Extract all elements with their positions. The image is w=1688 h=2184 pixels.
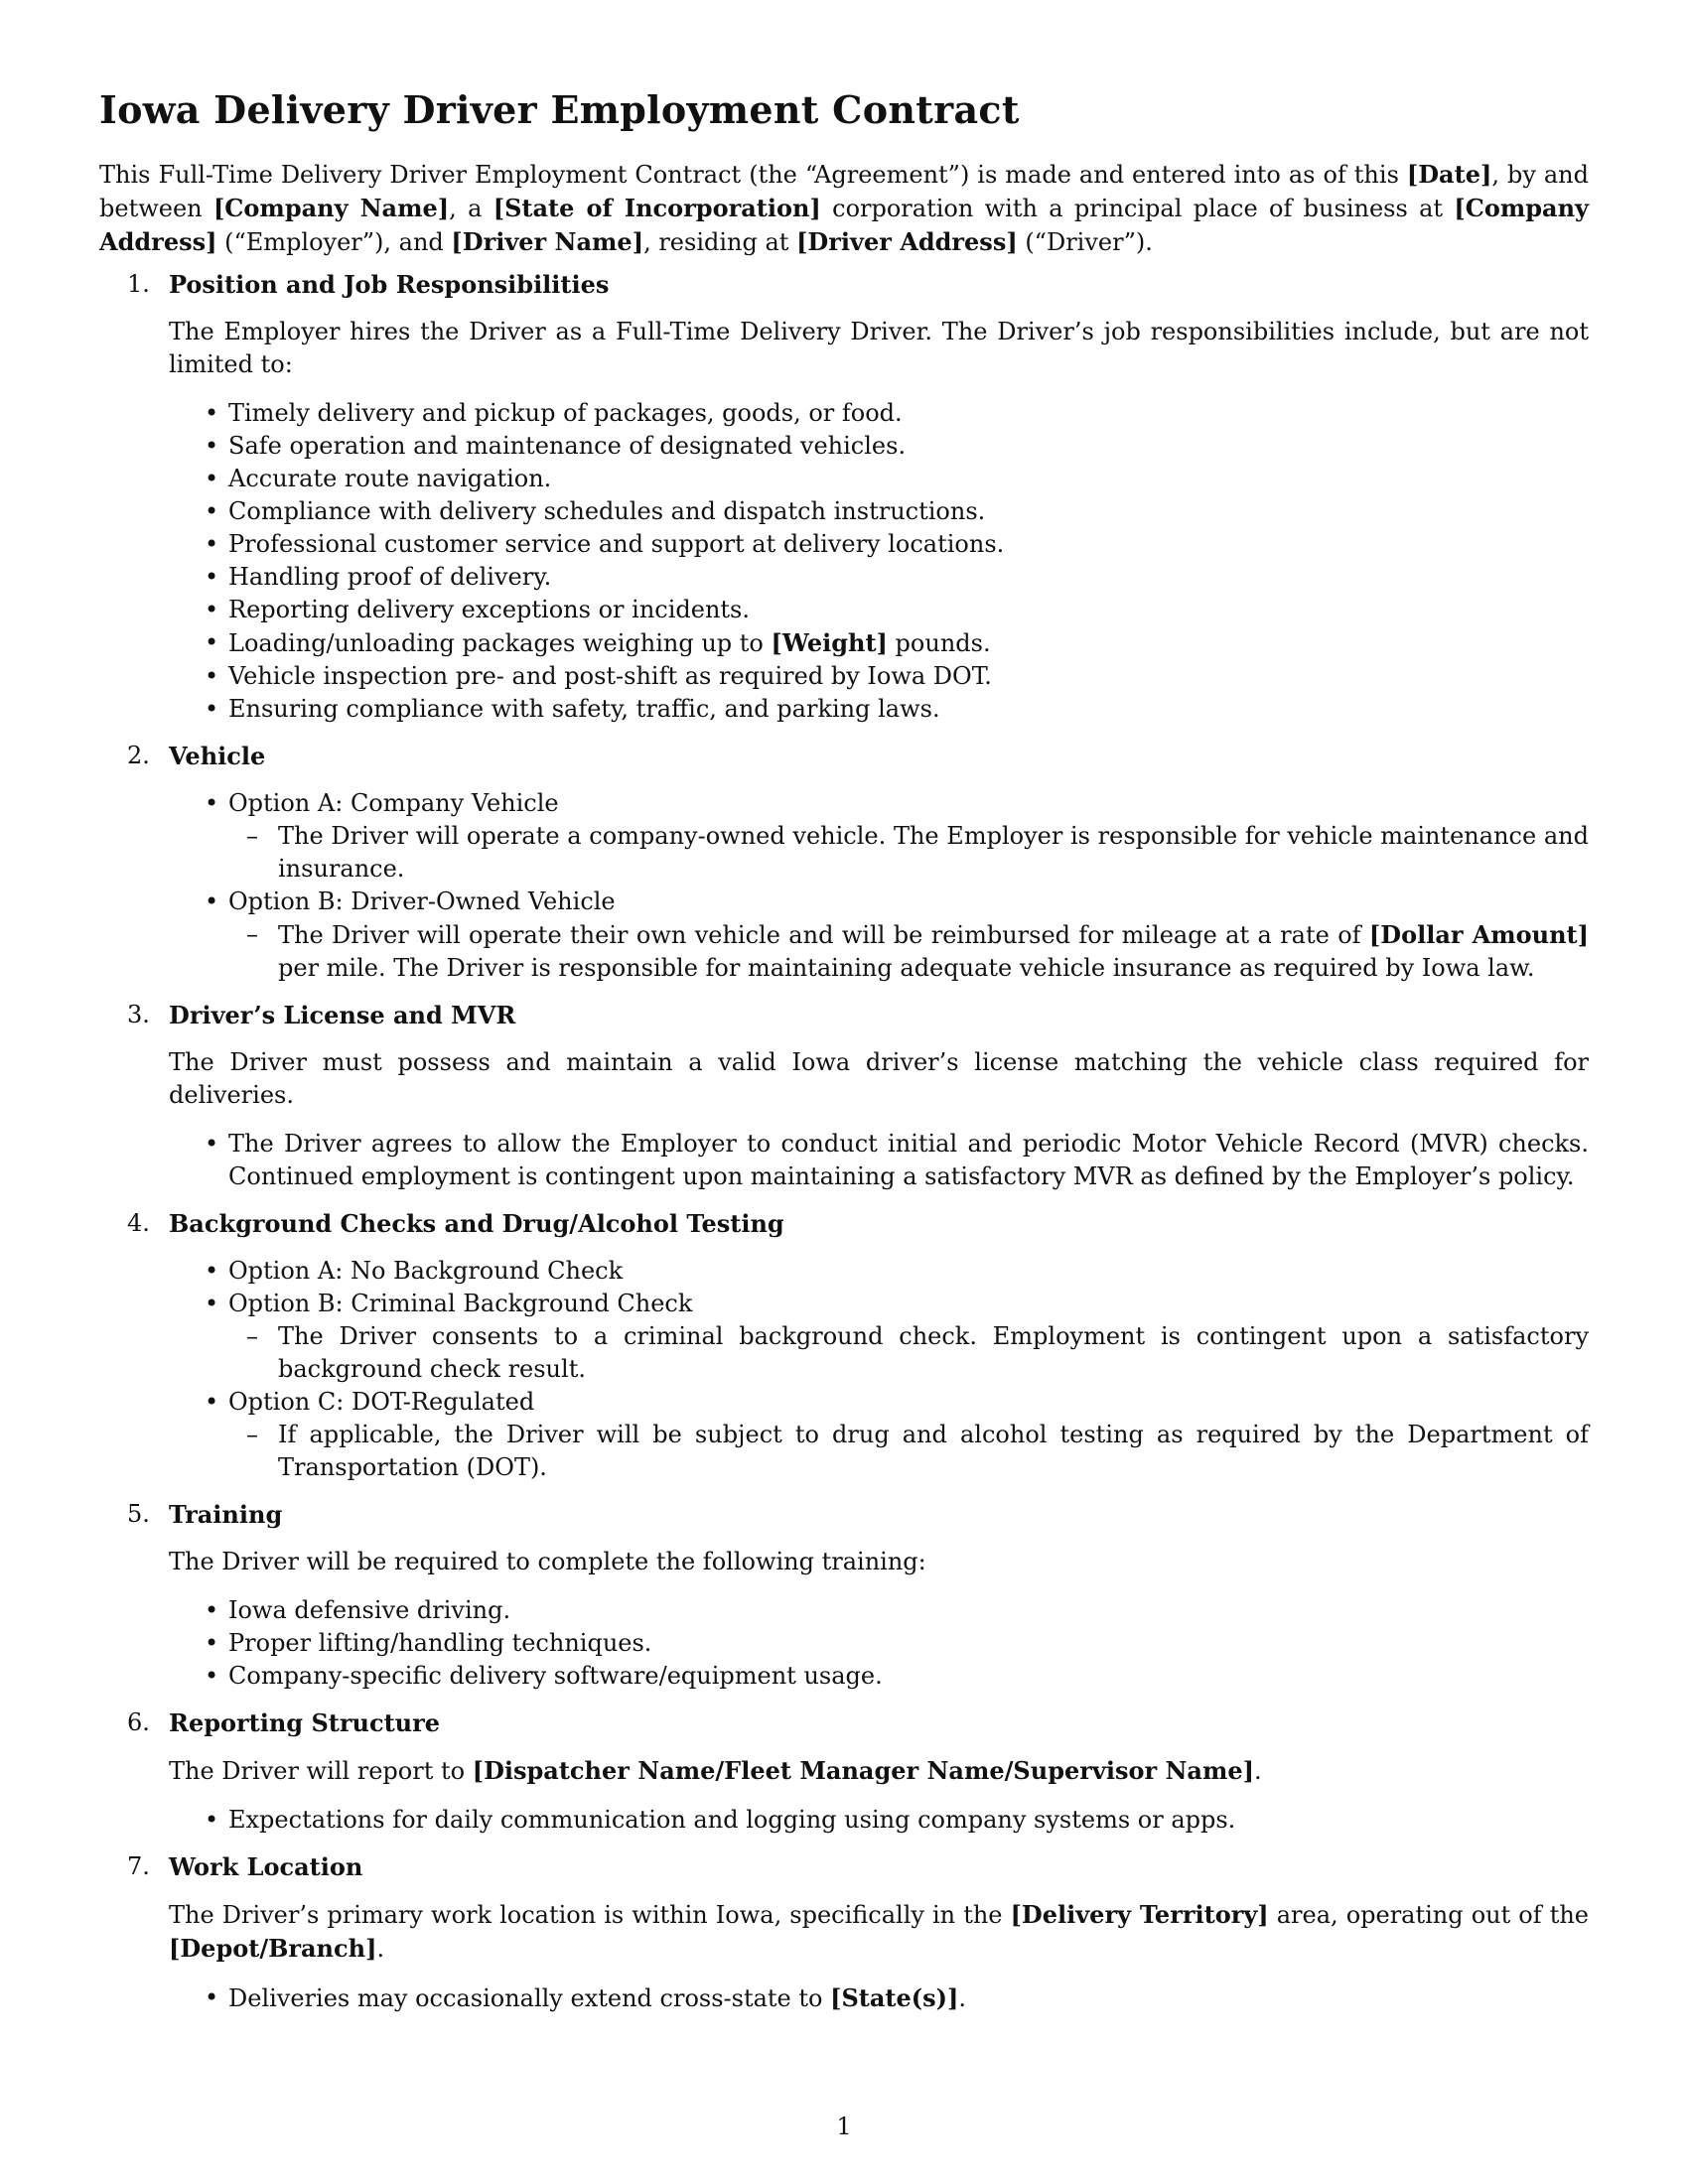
list-item: • Reporting delivery exceptions or incidents. (169, 594, 1589, 626)
list-item: • Option B: Driver-Owned Vehicle – The Driver will operate their own vehicle and will be reimbursed for mileage at a rate of [Dollar Amount] per mile. The Driver is responsible for maintaining adequate vehicle insurance as required by Iowa law. (169, 886, 1589, 985)
section-title: Position and Job Responsibilities (169, 270, 610, 299)
list-item: • Safe operation and maintenance of designated vehicles. (169, 430, 1589, 463)
list-item: • Vehicle inspection pre- and post-shift as required by Iowa DOT. (169, 660, 1589, 693)
vehicle-options-list (169, 787, 1589, 985)
list-item: • Company-specific delivery software/equipment usage. (169, 1660, 1589, 1693)
section-title: Reporting Structure (169, 1708, 441, 1737)
section-training (99, 1498, 1589, 1693)
intro-paragraph: This Full-Time Delivery Driver Employment Contract (the “Agreement”) is made and entered into as of this [Date], by and between [Company Name], a [State of Incorporation] corporation with a principal place of business at [Company Address] (“Employer”), and [Driver Name], residing at [Driver Address] (“Driver”). (99, 160, 1590, 256)
list-item: • Ensuring compliance with safety, traffic, and parking laws. (169, 693, 1589, 726)
reporting-list (169, 1804, 1589, 1837)
sub-list-item: – The Driver will operate their own vehicle and will be reimbursed for mileage at a rate of [Dollar Amount] per mile. The Driver is responsible for maintaining adequate vehicle insurance as required by Iowa law. (228, 918, 1589, 985)
list-item: • Expectations for daily communication and logging using company systems or apps. (169, 1804, 1589, 1837)
placeholder-driver-name: [Driver Name] (451, 227, 644, 256)
work-location-list (169, 1981, 1589, 2015)
sub-list-item: – If applicable, the Driver will be subject to drug and alcohol testing as required by the Department of Transportation (DOT). (228, 1419, 1589, 1484)
list-item: • Option B: Criminal Background Check – The Driver consents to a criminal background check. Employment is contingent upon a satisfactory background check result. (169, 1288, 1589, 1386)
section-number: 7. (127, 1852, 150, 1880)
section-title: Training (169, 1500, 283, 1529)
section-reporting (99, 1706, 1589, 1837)
responsibilities-list (169, 397, 1589, 726)
placeholder-depot-branch: [Depot/Branch] (169, 1934, 377, 1963)
section-number: 2. (127, 742, 150, 769)
page-number: 1 (836, 2113, 852, 2140)
placeholder-driver-address: [Driver Address] (796, 227, 1018, 256)
list-item: • The Driver agrees to allow the Employer to conduct initial and periodic Motor Vehicle Record (MVR) checks. Continued employment is contingent upon maintaining a satisfactory MVR as defined by the Employer’s policy. (169, 1128, 1589, 1193)
sub-list-item: – The Driver will operate a company-owned vehicle. The Employer is responsible for vehicle maintenance and insurance. (228, 820, 1589, 886)
list-item: • Option A: Company Vehicle – The Driver will operate a company-owned vehicle. The Employer is responsible for vehicle maintenance and insurance. (169, 787, 1589, 886)
list-item: • Deliveries may occasionally extend cross-state to [State(s)]. (169, 1981, 1589, 2015)
training-list (169, 1594, 1589, 1693)
list-item: • Handling proof of delivery. (169, 561, 1589, 594)
placeholder-supervisor: [Dispatcher Name/Fleet Manager Name/Supervisor Name] (472, 1756, 1254, 1785)
sub-list-item: – The Driver consents to a criminal background check. Employment is contingent upon a satisfactory background check result. (228, 1320, 1589, 1386)
list-item: • Professional customer service and support at delivery locations. (169, 528, 1589, 561)
section-position (99, 268, 1589, 726)
section-number: 4. (127, 1209, 150, 1237)
section-vehicle (99, 740, 1589, 985)
placeholder-date: [Date] (1406, 160, 1492, 189)
section-body: The Driver will report to [Dispatcher Name/Fleet Manager Name/Supervisor Name]. (169, 1756, 1262, 1785)
placeholder-company-address: [Company Address] (99, 194, 1589, 256)
placeholder-state-of-incorporation: [State of Incorporation] (492, 194, 821, 222)
section-license (99, 999, 1589, 1193)
section-body: The Driver will be required to complete the following training: (169, 1548, 926, 1575)
section-number: 5. (127, 1500, 150, 1528)
placeholder-company-name: [Company Name] (212, 194, 450, 222)
list-item: • Option A: No Background Check (169, 1255, 1589, 1288)
section-number: 1. (127, 270, 150, 298)
license-list (169, 1128, 1589, 1193)
placeholder-weight: [Weight] (771, 628, 888, 657)
list-item: • Accurate route navigation. (169, 463, 1589, 495)
document-page (99, 87, 1589, 2029)
section-title: Driver’s License and MVR (169, 1001, 516, 1029)
placeholder-dollar-amount: [Dollar Amount] (1368, 920, 1589, 949)
sub-list (228, 1419, 1589, 1484)
sub-list (228, 918, 1589, 985)
document-title: Iowa Delivery Driver Employment Contract (99, 87, 1020, 132)
section-number: 3. (127, 1001, 150, 1028)
list-item: • Timely delivery and pickup of packages, goods, or food. (169, 397, 1589, 430)
background-options-list (169, 1255, 1589, 1484)
placeholder-delivery-territory: [Delivery Territory] (1010, 1900, 1269, 1929)
list-item: • Iowa defensive driving. (169, 1594, 1589, 1627)
list-item: • Option C: DOT-Regulated – If applicable, the Driver will be subject to drug and alcohol testing as required by the Department of Transportation (DOT). (169, 1386, 1589, 1484)
section-title: Work Location (169, 1852, 363, 1881)
section-background-checks (99, 1207, 1589, 1484)
list-item: • Proper lifting/handling techniques. (169, 1627, 1589, 1660)
section-body: The Driver must possess and maintain a valid Iowa driver’s license matching the vehicle class required for deliveries. (169, 1048, 1589, 1109)
section-title: Vehicle (169, 742, 266, 770)
list-item: • Compliance with delivery schedules and dispatch instructions. (169, 495, 1589, 528)
section-body: The Employer hires the Driver as a Full-Time Delivery Driver. The Driver’s job responsibilities include, but are not limited to: (169, 318, 1589, 378)
sub-list (228, 1320, 1589, 1386)
sub-list (228, 820, 1589, 886)
contract-sections (99, 268, 1589, 2015)
list-item: • Loading/unloading packages weighing up to [Weight] pounds. (169, 626, 1589, 660)
section-work-location (99, 1850, 1589, 2015)
section-body: The Driver’s primary work location is within Iowa, specifically in the [Delivery Territory] area, operating out of the [Depot/Branch]. (169, 1900, 1589, 1963)
section-number: 6. (127, 1708, 150, 1736)
placeholder-states: [State(s)] (830, 1983, 959, 2012)
section-title: Background Checks and Drug/Alcohol Testing (169, 1209, 784, 1238)
